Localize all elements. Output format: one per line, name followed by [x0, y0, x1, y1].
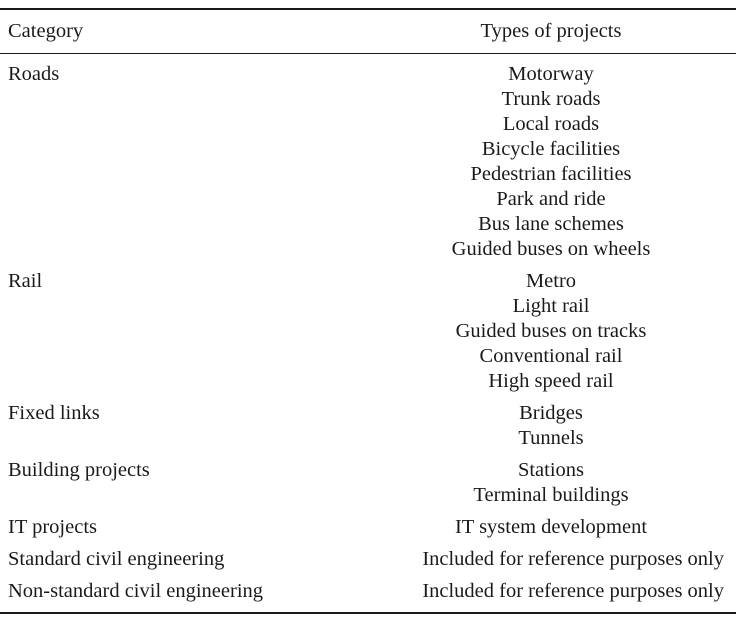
table-header-row: [0, 10, 736, 53]
types-cell: [380, 269, 736, 394]
project-type: Motorway: [508, 63, 594, 85]
category-cell: Standard civil engineering: [8, 548, 225, 570]
table-row: [0, 401, 736, 451]
table-row: [0, 579, 736, 604]
project-type: IT system development: [454, 516, 648, 538]
types-cell: [380, 401, 736, 451]
types-cell: [380, 515, 736, 540]
category-cell: Non-standard civil engineering: [8, 580, 264, 602]
category-cell: Roads: [8, 63, 60, 85]
project-type: Pedestrian facilities: [470, 163, 632, 185]
header-category: Category: [8, 20, 84, 42]
project-type: Included for reference purposes only: [422, 580, 724, 602]
table-bottom-rule: [0, 612, 736, 614]
project-type: Conventional rail: [479, 345, 623, 367]
project-type: Bridges: [519, 402, 583, 424]
project-type: Metro: [525, 270, 577, 292]
table-row: [0, 62, 736, 262]
project-type: Guided buses on wheels: [451, 238, 651, 260]
project-type: Local roads: [502, 113, 600, 135]
types-cell: [380, 458, 736, 508]
types-cell: [380, 547, 736, 572]
project-type: Trunk roads: [501, 88, 601, 110]
project-type: Bus lane schemes: [478, 213, 624, 235]
project-type: Light rail: [512, 295, 590, 317]
table-row: [0, 547, 736, 572]
table-row: [0, 458, 736, 508]
types-cell: [380, 62, 736, 262]
table-row: [0, 515, 736, 540]
project-type: Included for reference purposes only: [422, 548, 724, 570]
project-type: Tunnels: [518, 427, 584, 449]
category-cell: IT projects: [8, 516, 97, 538]
header-types-of-projects: Types of projects: [480, 20, 622, 42]
project-type: Stations: [517, 459, 585, 481]
project-type: Guided buses on tracks: [455, 320, 647, 342]
category-cell: Fixed links: [8, 402, 100, 424]
project-type: High speed rail: [488, 370, 614, 392]
project-type: Bicycle facilities: [481, 138, 621, 160]
category-cell: Rail: [8, 270, 43, 292]
category-cell: Building projects: [8, 459, 150, 481]
types-cell: [380, 579, 736, 604]
project-type: Terminal buildings: [473, 484, 629, 506]
table-body: [0, 54, 736, 612]
table-row: [0, 269, 736, 394]
project-type: Park and ride: [496, 188, 606, 210]
project-types-table: [0, 8, 736, 614]
